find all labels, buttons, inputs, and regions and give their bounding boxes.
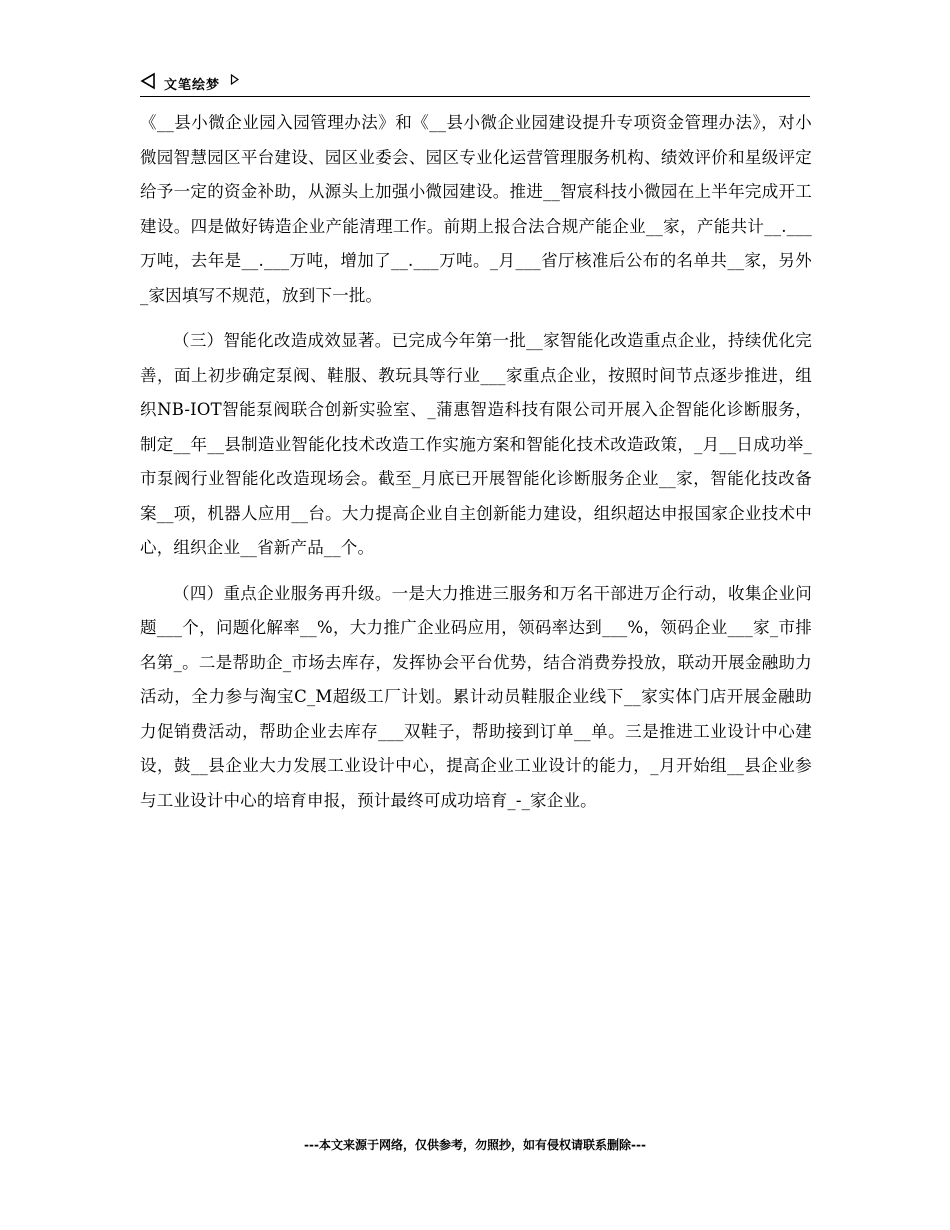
triangle-left-outline-icon — [140, 72, 156, 90]
paragraph-smart-transformation: （三）智能化改造成效显著。已完成今年第一批__家智能化改造重点企业，持续优化完善，面上初步确定泵阀、鞋服、教玩具等行业___家重点企业，按照时间节点逐步推进，组织NB-IOT智能泵阀联合创新实验室、_蒲惠智造科技有限公司开展入企智能化诊断服务，制定__年__县制造业智能化技术改造工作实施方案和智能化技术改造政策，_月__日成功举_市泵阀行业智能化改造现场会。截至_月底已开展智能化诊断服务企业__家，智能化技改备案__项，机器人应用__台。大力提高企业自主创新能力建设，组织超达申报国家企业技术中心，组织企业__省新产品__个。 — [140, 331, 812, 557]
header-title: 文笔绘梦 — [164, 78, 221, 93]
footer-disclaimer: ---本文来源于网络，仅供参考，勿照抄，如有侵权请联系删除--- — [304, 1138, 646, 1152]
page-header — [140, 72, 810, 97]
paragraph-park-construction: 《__县小微企业园入园管理办法》和《__县小微企业园建设提升专项资金管理办法》，对小微园智慧园区平台建设、园区业委会、园区专业化运营管理服务机构、绩效评价和星级评定给予一定的资金补助，从源头上加强小微园建设。推进__智宸科技小微园在上半年完成开工建设。四是做好铸造企业产能清理工作。前期上报合法合规产能企业__家，产能共计__.___万吨，去年是__.___万吨，增加了__.___万吨。_月___省厅核准后公布的名单共__家，另外_家因填写不规范，放到下一批。 — [140, 113, 812, 305]
triangle-right-outline-icon — [230, 74, 239, 85]
paragraph-enterprise-services: （四）重点企业服务再升级。一是大力推进三服务和万名干部进万企行动，收集企业问题___个，问题化解率__%，大力推广企业码应用，领码率达到___%，领码企业___家_市排名第_。二是帮助企_市场去库存，发挥协会平台优势，结合消费券投放，联动开展金融助力活动，全力参与淘宝C_M超级工厂计划。累计动员鞋服企业线下__家实体门店开展金融助力促销费活动，帮助企业去库存___双鞋子，帮助接到订单__单。三是推进工业设计中心建设，鼓__县企业大力发展工业设计中心，提高企业工业设计的能力，_月开始组__县企业参与工业设计中心的培育申报，预计最终可成功培育_-_家企业。 — [140, 583, 812, 810]
document-body — [140, 106, 812, 818]
